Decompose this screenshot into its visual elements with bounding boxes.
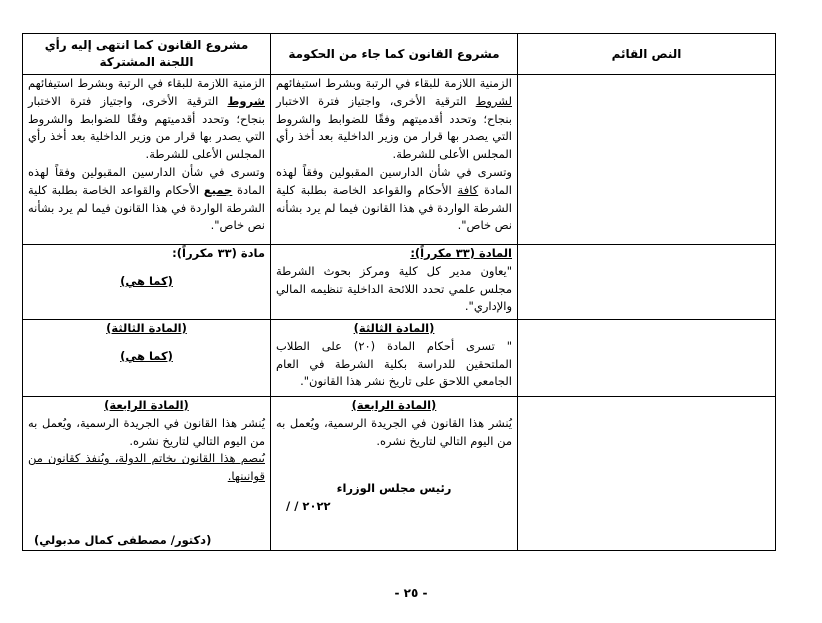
text-segment: الزمنية اللازمة للبقاء في الرتبة وبشرط استيفائهم bbox=[28, 76, 265, 90]
header-current-text: النص القائم bbox=[518, 34, 776, 75]
committee-cell bbox=[23, 320, 271, 397]
article-text-added: يُبصم هذا القانون بخاتم الدولة، ويُنفذ كقانون من قوانينها. bbox=[28, 451, 265, 484]
government-cell bbox=[271, 320, 518, 397]
as-is-label: (كما هي) bbox=[120, 273, 173, 288]
article-text: " تسرى أحكام المادة (٢٠) على الطلاب الملتحقين للدراسة بكلية الشرطة في العام الجامعي اللاحق على تاريخ نشر هذا القانون". bbox=[276, 338, 513, 389]
underlined-word: كافة bbox=[457, 182, 479, 197]
text-segment: وتسرى في شأن الدارسين المقبولين وفقاً لهذه المادة bbox=[28, 164, 265, 197]
article-title: (المادة الرابعة) bbox=[104, 398, 189, 412]
signature-date-text: / / ٢٠٢٢ bbox=[286, 499, 331, 514]
government-cell bbox=[271, 397, 518, 551]
current-text-cell bbox=[518, 75, 776, 245]
table-row bbox=[23, 397, 776, 551]
article-title: مادة (٣٣ مكرراً): bbox=[172, 246, 265, 260]
paragraph bbox=[276, 164, 512, 235]
article-text: يُنشر هذا القانون في الجريدة الرسمية، ويُعمل به من اليوم التالي لتاريخ نشره. bbox=[276, 415, 512, 448]
text-segment: الأحكام والقواعد الخاصة بطلبة كلية الشرطة الواردة في هذا القانون فيما لم يرد بشأنه نص خاص". bbox=[28, 182, 265, 233]
table-row bbox=[23, 75, 776, 245]
header-government: مشروع القانون كما جاء من الحكومة bbox=[271, 34, 518, 75]
committee-cell bbox=[23, 397, 271, 551]
article-text: "يعاون مدير كل كلية ومركز بحوث الشرطة مجلس علمي تحدد اللائحة الداخلية تنظيمه المالي والإداري". bbox=[276, 263, 512, 314]
underlined-word: جميع bbox=[203, 182, 233, 197]
article-title: المادة (٣٣ مكرراً): bbox=[410, 246, 512, 260]
comparison-table bbox=[22, 33, 776, 551]
underlined-word: شروط bbox=[227, 93, 265, 108]
table-header-row bbox=[23, 34, 776, 75]
current-text-cell bbox=[518, 397, 776, 551]
text-segment: الترقية الأخرى، واجتياز فترة الاختبار بنجاح؛ وتحدد أقدميتهم وفقًا للضوابط والشروط التي يصدر بها قرار من وزير الداخلية بعد أخذ رأي المجلس الأعلى للشرطة. bbox=[28, 93, 265, 162]
government-cell bbox=[271, 75, 518, 245]
text-segment: وتسرى في شأن الدارسين المقبولين وفقاً لهذه المادة bbox=[276, 164, 512, 197]
paragraph bbox=[28, 75, 265, 164]
text-segment: الترقية الأخرى، واجتياز فترة الاختبار بنجاح؛ وتحدد أقدميتهم وفقًا للضوابط والشروط التي يصدر بها قرار من وزير الداخلية بعد أخذ رأي المجلس الأعلى للشرطة. bbox=[276, 93, 512, 162]
signature-title: رئيس مجلس الوزراء bbox=[336, 481, 452, 496]
government-cell bbox=[271, 245, 518, 320]
article-title: (المادة الثالثة) bbox=[353, 321, 435, 335]
current-text-cell bbox=[518, 320, 776, 397]
page-number: - ٢٥ - bbox=[394, 586, 428, 600]
underlined-word: لشروط bbox=[475, 93, 512, 108]
as-is-label: (كما هي) bbox=[120, 348, 173, 363]
signature-name: (دكتور/ مصطفى كمال مدبولي) bbox=[34, 532, 212, 547]
committee-cell bbox=[23, 245, 271, 320]
paragraph bbox=[28, 164, 265, 235]
article-text: يُنشر هذا القانون في الجريدة الرسمية، ويُعمل به من اليوم التالي لتاريخ نشره. bbox=[28, 415, 265, 448]
table-row bbox=[23, 245, 776, 320]
current-text-cell bbox=[518, 245, 776, 320]
header-committee: مشروع القانون كما انتهى إليه رأي اللجنة المشتركة bbox=[23, 34, 271, 75]
article-title: (المادة الثالثة) bbox=[106, 321, 187, 335]
text-segment: الأحكام والقواعد الخاصة بطلبة كلية الشرطة الواردة في هذا القانون فيما لم يرد بشأنه نص خاص". bbox=[276, 182, 512, 233]
committee-cell bbox=[23, 75, 271, 245]
text-segment: الزمنية اللازمة للبقاء في الرتبة وبشرط استيفائهم bbox=[276, 76, 512, 90]
article-title: (المادة الرابعة) bbox=[351, 398, 437, 412]
signature-date bbox=[276, 498, 512, 516]
paragraph bbox=[276, 75, 512, 164]
table-row bbox=[23, 320, 776, 397]
